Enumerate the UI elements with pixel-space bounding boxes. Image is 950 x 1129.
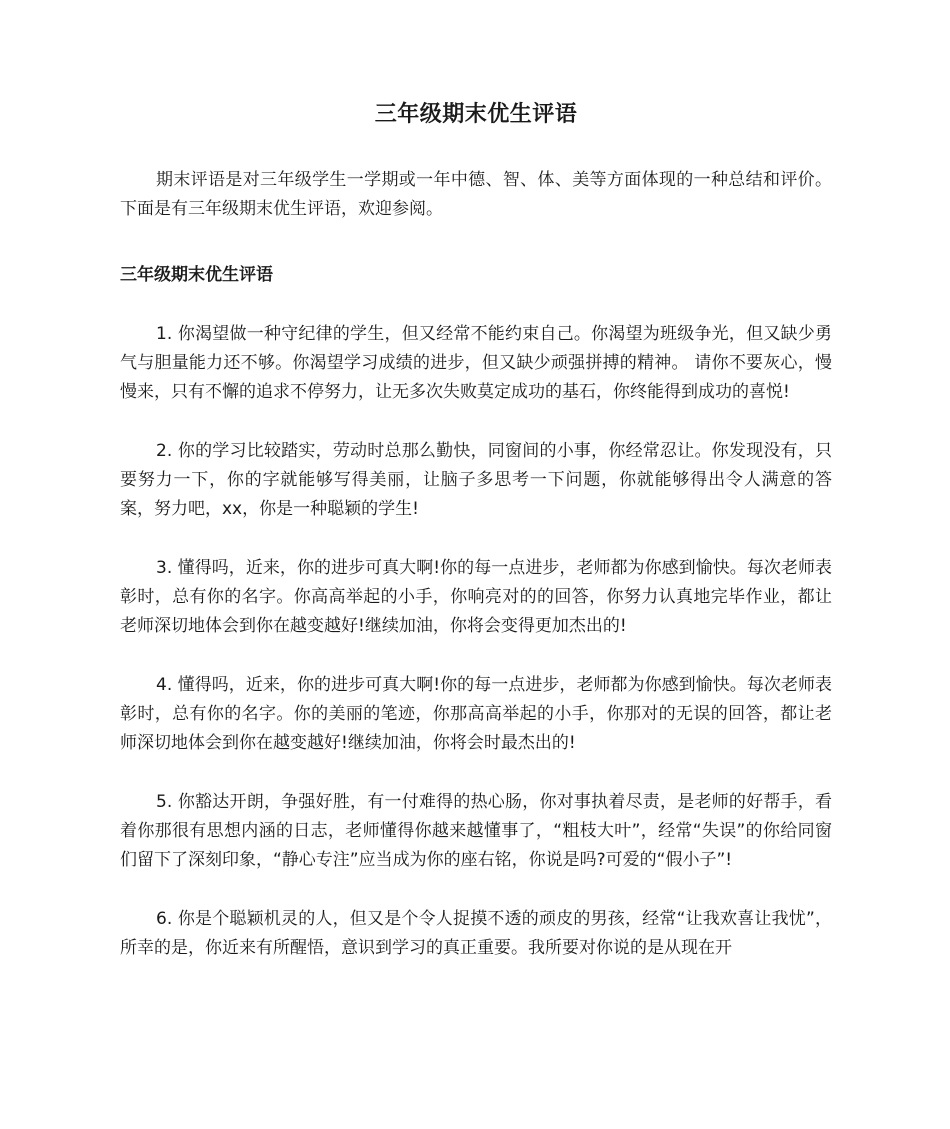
comment-item-4: 4. 懂得吗，近来，你的进步可真大啊!你的每一点进步，老师都为你感到愉快。每次老师表彰时，总有你的名字。你的美丽的笔迹，你那高高举起的小手，你那对的无误的回答，都让老师深切地体会到你在越变越好!继续加油，你将会时最杰出的! — [120, 675, 832, 753]
document-page — [120, 0, 832, 963]
comment-item-6: 6. 你是个聪颖机灵的人，但又是个令人捉摸不透的顽皮的男孩，经常“让我欢喜让我忧”，所幸的是，你近来有所醒悟，意识到学习的真正重要。我所要对你说的是从现在开 — [120, 909, 832, 958]
intro-paragraph: 期末评语是对三年级学生一学期或一年中德、智、体、美等方面体现的一种总结和评价。下面是有三年级期末优生评语，欢迎参阅。 — [120, 170, 832, 219]
comment-item-2: 2. 你的学习比较踏实，劳动时总那么勤快，同窗间的小事，你经常忍让。你发现没有，只要努力一下，你的字就能够写得美丽，让脑子多思考一下问题，你就能够得出令人满意的答案，努力吧，xx，你是一种聪颖的学生! — [120, 441, 832, 519]
comment-list — [120, 320, 832, 963]
comment-item-5: 5. 你豁达开朗，争强好胜，有一付难得的热心肠，你对事执着尽责，是老师的好帮手，看着你那很有思想内涵的日志，老师懂得你越来越懂事了，“粗枝大叶”，经常“失误”的你给同窗们留下了深刻印象，“静心专注”应当成为你的座右铭，你说是吗?可爱的“假小子”! — [120, 792, 832, 870]
document-title: 三年级期末优生评语 — [374, 102, 578, 127]
comment-item-3: 3. 懂得吗，近来，你的进步可真大啊!你的每一点进步，老师都为你感到愉快。每次老师表彰时，总有你的名字。你高高举起的小手，你响亮对的的回答，你努力认真地完毕作业，都让老师深切地体会到你在越变越好!继续加油，你将会变得更加杰出的! — [120, 558, 832, 636]
section-heading: 三年级期末优生评语 — [120, 265, 273, 285]
comment-item-1: 1. 你渴望做一种守纪律的学生，但又经常不能约束自己。你渴望为班级争光，但又缺少勇气与胆量能力还不够。你渴望学习成绩的进步，但又缺少顽强拼搏的精神。 请你不要灰心，慢慢来，只有不懈的追求不停努力，让无多次失败莫定成功的基石，你终能得到成功的喜悦! — [120, 324, 832, 402]
